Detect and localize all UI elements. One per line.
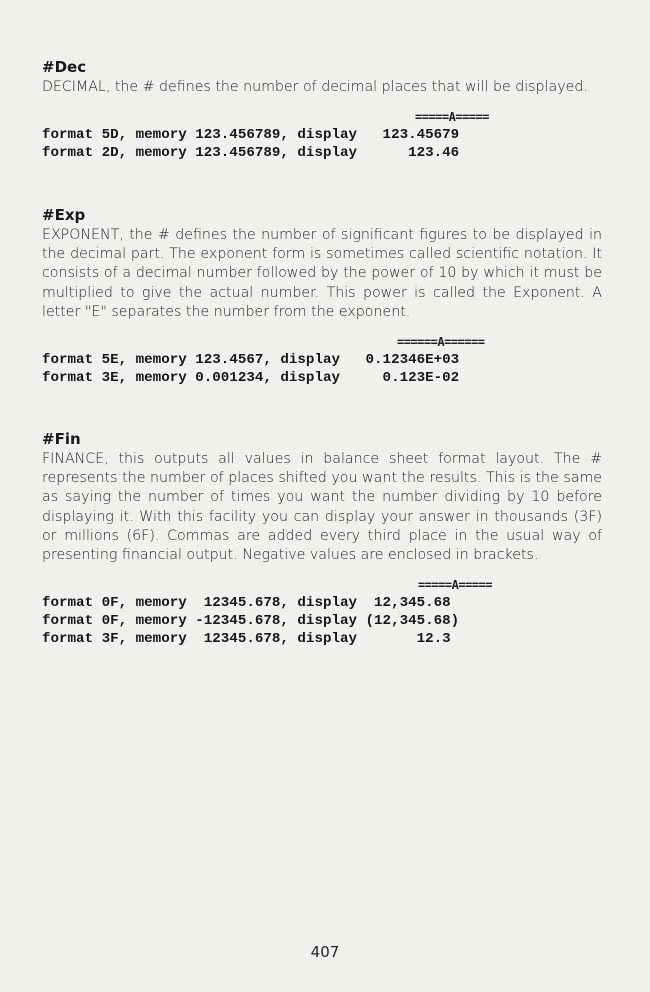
section-description: FINANCE, this outputs all values in balance sheet format layout. The # represents the number of places shifted you want the results. This is the same as saying the number of times you want the number dividing by 10 before displaying it. With this facility you can display your answer in thousands (3F) or millions (6F). Commas are added every third place in the usual way of presenting financial output. Negative values are enclosed in brackets. <box>42 451 602 564</box>
code-line: format 0F, memory -12345.678, display (12,345.68) <box>42 613 460 630</box>
section-exp <box>42 206 602 387</box>
code-line: format 0F, memory 12345.678, display 12,345.68 <box>42 595 451 612</box>
section-description: EXPONENT, the # defines the number of significant figures to be displayed in the decimal part. The exponent form is sometimes called scientific notation. It consists of a decimal number followed by the power of 10 by which it must be multiplied to give the actual number. This power is called the Exponent. A letter "E" separates the number from the exponent. <box>42 227 602 320</box>
column-marker: =====A===== <box>415 110 489 125</box>
page-number: 407 <box>310 943 340 961</box>
section-description: DECIMAL, the # defines the number of decimal places that will be displayed. <box>42 79 588 95</box>
section-heading: #Exp <box>42 206 86 224</box>
code-line: format 3F, memory 12345.678, display 12.3 <box>42 631 451 648</box>
column-marker: =====A===== <box>418 578 492 593</box>
code-line: format 5E, memory 123.4567, display 0.12346E+03 <box>42 352 460 369</box>
section-dec <box>42 58 602 162</box>
section-heading: #Fin <box>42 430 81 448</box>
section-fin <box>42 430 602 648</box>
column-marker: ======A====== <box>397 335 485 350</box>
section-heading: #Dec <box>42 58 87 76</box>
code-line: format 2D, memory 123.456789, display 123.46 <box>42 145 460 162</box>
code-line: format 3E, memory 0.001234, display 0.123E-02 <box>42 370 460 387</box>
code-line: format 5D, memory 123.456789, display 123.45679 <box>42 127 460 144</box>
